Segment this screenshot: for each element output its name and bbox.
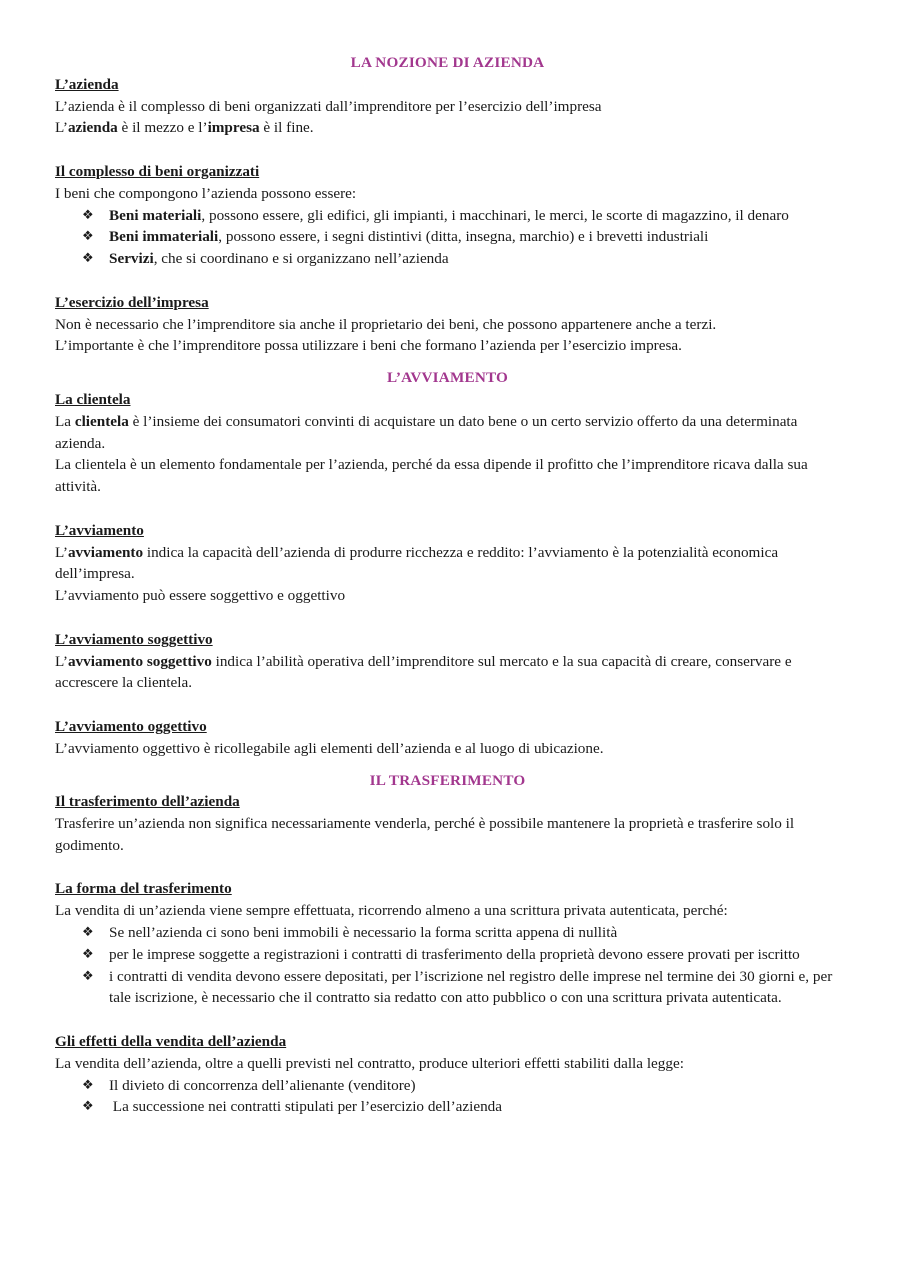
diamond-bullet-icon: ❖ [82,925,94,941]
heading-esercizio: L’esercizio dell’impresa [55,293,209,311]
paragraph-esercizio-1: Non è necessario che l’imprenditore sia anche il proprietario dei beni, che possono appartenere anche a terzi. [55,315,717,333]
paragraph-trasferimento: Trasferire un’azienda non significa necessariamente venderla, perché è possibile mantenere la proprietà e trasferire solo il godimento. [55,815,795,854]
heading-soggettivo: L’avviamento soggettivo [55,630,213,648]
diamond-bullet-icon: ❖ [82,251,94,267]
heading-avviamento: L’avviamento [55,521,144,539]
diamond-bullet-icon: ❖ [82,946,94,962]
list-item: ❖ Beni immateriali, possono essere, i segni distintivi (ditta, insegna, marchio) e i brevetti industriali [55,226,840,248]
list-item: ❖ Se nell’azienda ci sono beni immobili è necessario la forma scritta appena di nullità [55,922,840,944]
heading-oggettivo: L’avviamento oggettivo [55,717,207,735]
paragraph-effetti-intro: La vendita dell’azienda, oltre a quelli previsti nel contratto, produce ulteriori effetti stabiliti dalla legge: [55,1054,684,1072]
diamond-bullet-icon: ❖ [82,229,94,245]
paragraph-complesso-intro: I beni che compongono l’azienda possono essere: [55,184,357,202]
list-item: ❖ Il divieto di concorrenza dell’alienante (venditore) [55,1075,840,1097]
heading-complesso: Il complesso di beni organizzati [55,162,260,180]
diamond-bullet-icon: ❖ [82,207,94,223]
paragraph-soggettivo: L’avviamento soggettivo indica l’abilità operativa dell’imprenditore sul mercato e la sua capacità di creare, conservare e accrescere la clientela. [55,652,792,692]
list-item: ❖ Beni materiali, possono essere, gli edifici, gli impianti, i macchinari, le merci, le scorte di magazzino, il denaro [55,205,840,227]
diamond-bullet-icon: ❖ [82,968,94,984]
list-item: ❖ i contratti di vendita devono essere depositati, per l’iscrizione nel registro delle imprese nel termine dei 30 giorni e, per tale iscrizione, è necessario che il contratto sia redatto con atto pubblico o con una scrittura privata autenticata. [82,967,833,1007]
diamond-bullet-icon: ❖ [82,1099,94,1115]
paragraph-avviamento-2: L’avviamento può essere soggettivo e oggettivo [55,587,346,605]
list-effetti [55,1075,840,1119]
section-title-trasferimento: IL TRASFERIMENTO [369,771,526,789]
section-title-avviamento: L’AVVIAMENTO [386,369,509,387]
diamond-bullet-icon: ❖ [82,1077,94,1093]
heading-forma: La forma del trasferimento [55,880,232,898]
list-forma [55,922,840,1009]
list-item: ❖ per le imprese soggette a registrazioni i contratti di trasferimento della proprietà devono essere provati per iscritto [55,944,840,966]
list-item: ❖ Servizi, che si coordinano e si organizzano nell’azienda [55,248,840,270]
paragraph-oggettivo: L’avviamento oggettivo è ricollegabile agli elementi dell’azienda e al luogo di ubicazione. [55,739,604,757]
paragraph-esercizio-2: L’importante è che l’imprenditore possa utilizzare i beni che formano l’azienda per l’esercizio impresa. [55,337,682,355]
list-item: ❖ La successione nei contratti stipulati per l’esercizio dell’azienda [55,1096,840,1118]
heading-trasferimento: Il trasferimento dell’azienda [55,793,240,811]
paragraph-clientela-1: La clientela è l’insieme dei consumatori convinti di acquistare un dato bene o un certo servizio offerto da una determinata azienda. [55,412,798,452]
heading-effetti: Gli effetti della vendita dell’azienda [55,1033,287,1051]
paragraph-avviamento-1: L’avviamento indica la capacità dell’azienda di produrre ricchezza e reddito: l’avviamento è la potenzialità economica dell’impresa. [55,543,779,583]
list-beni [55,205,840,270]
paragraph-clientela-2: La clientela è un elemento fondamentale per l’azienda, perché da essa dipende il profitto che l’imprenditore ricava dalla sua attività. [55,456,808,496]
heading-azienda: L’azienda [55,75,119,93]
paragraph-azienda-definition: L’azienda è il complesso di beni organizzati dall’imprenditore per l’esercizio dell’impresa [55,97,602,115]
heading-clientela: La clientela [55,390,131,408]
section-title-nozione: LA NOZIONE DI AZIENDA [350,54,545,71]
paragraph-azienda-mezzo: L’azienda è il mezzo e l’impresa è il fine. [55,119,314,137]
paragraph-forma-intro: La vendita di un’azienda viene sempre effettuata, ricorrendo almeno a una scrittura privata autenticata, perché: [55,902,728,920]
